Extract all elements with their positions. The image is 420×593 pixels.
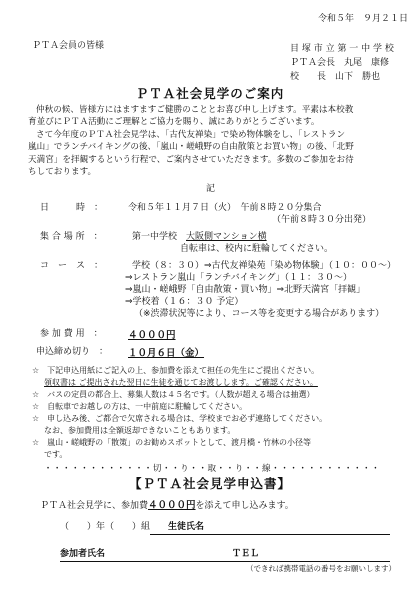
intro-line: 嵐山」でランチバイキングの後、「嵐山・嵯峨野の自由散策とお買い物」の後、「北野	[28, 142, 354, 153]
ki-mark: 記	[206, 184, 216, 194]
depart-time: （午前８時３０分出発）	[272, 215, 372, 225]
intro-line: 仲秋の候、皆様方にはますますご健勝のこととお喜び申し上げます。平素は本校教	[36, 105, 354, 115]
intro-line: さて今年度のＰＴＡ社会見学は、「古代友禅染」で染め物体験をし、「レストラン	[36, 129, 346, 140]
intro-paragraph	[28, 104, 400, 178]
course-line: ⇒嵐山・嵯峨野「自由散策・買い物」⇒北野天満宮「拝観」	[125, 285, 366, 295]
addressee: ＰＴＡ会員の皆様	[32, 41, 105, 51]
date-value: 令和５年１１月７日（火） 午前８時２０分集合	[128, 203, 322, 213]
date: 令和５年 ９月２１日	[318, 14, 409, 24]
intro-line: ちしております。	[28, 167, 97, 178]
fee-label: 参 加 費 用 ：	[40, 329, 103, 339]
note-item: 領収書は ご提出された翌日に生徒を通じてお渡しします。ご確認ください。	[44, 378, 318, 387]
form-title: 【ＰＴＡ社会見学申込書】	[128, 476, 291, 491]
participant-label: 参加者氏名	[60, 549, 106, 559]
sender-principal: 校 長 山下 勝也	[290, 72, 381, 82]
deadline-value: １０月６日（金）	[128, 348, 205, 359]
place-value: 第一中学校 大阪側マンション横	[132, 232, 267, 242]
intro-line: 育並びにＰＴＡ活動にご理解とご協力を賜り、誠にありがとうございます。	[28, 117, 320, 128]
note-item: ☆ 嵐山・嵯峨野の「散策」のお勧めスポットとして、渡月橋・竹林の小径等	[32, 438, 312, 447]
intro-line: 天満宮」を拝観するという行程で、ご案内させていただきます。多数のご参加をお待	[28, 154, 354, 165]
note-item: です。	[44, 450, 68, 459]
place-label: 集 合 場 所 ：	[40, 232, 103, 242]
note-item: なお、参加費用は全額返却できないこともあります。	[44, 426, 236, 435]
tel-note: （できれば携帯電話の番号をお願いします）	[246, 564, 396, 573]
page-title: ＰＴＡ社会見学のご案内	[135, 86, 285, 101]
deadline-label: 申込締め切り ：	[36, 347, 109, 357]
sender-pta-chair: ＰＴＡ会長 丸尾 康修	[290, 58, 390, 68]
form-sentence: ＰＴＡ社会見学に、参加費４０００円を添えて申し込みます。	[40, 500, 294, 511]
note-item: ☆ 自転車でお越しの方は、一中前庭に駐輪してください。	[32, 402, 248, 411]
note-item: ☆ 下記申込用紙にご記入の上、参加費を添えて担任の先生にご提出ください。	[32, 366, 320, 375]
student-name-field[interactable]	[150, 534, 390, 535]
tel-label: ＴＥＬ	[232, 549, 260, 559]
note-item: ☆ 申し込み後、ご都合で欠席される場合は、学校までお必ず連絡してください。	[32, 414, 328, 423]
course-label: コ ー ス ：	[40, 261, 104, 271]
class-row: （ ）年（ ）組 生徒氏名	[60, 522, 205, 532]
note-item: ☆ バスの定員の都合上、募集人数は４５名です。（人数が超える場合は抽選）	[32, 390, 315, 399]
course-line: ⇒学校着（１６：３０ 予定）	[125, 297, 244, 307]
course-line: 学校（８：３０）⇒古代友禅染苑「染め物体験」（１０：００～）	[132, 261, 397, 271]
course-note: （※渋滞状況等により、コース等を変更する場合があります）	[134, 309, 385, 319]
bicycle-note: 自転車は、校内に駐輪してください。	[180, 244, 334, 254]
cut-line: ・・・・・・・・・・・・切・・り・・取・・り・・線・・・・・・・・・・・・	[43, 464, 381, 474]
sender-school: 目 塚 市 立 第 一 中 学 校	[290, 44, 394, 54]
fee-value: ４０００円	[128, 330, 176, 341]
course-line: ⇒レストラン嵐山「ランチバイキング」（１１：３０～）	[125, 273, 352, 283]
date-label: 日 時 ：	[40, 203, 104, 213]
participant-name-field[interactable]	[60, 561, 390, 562]
